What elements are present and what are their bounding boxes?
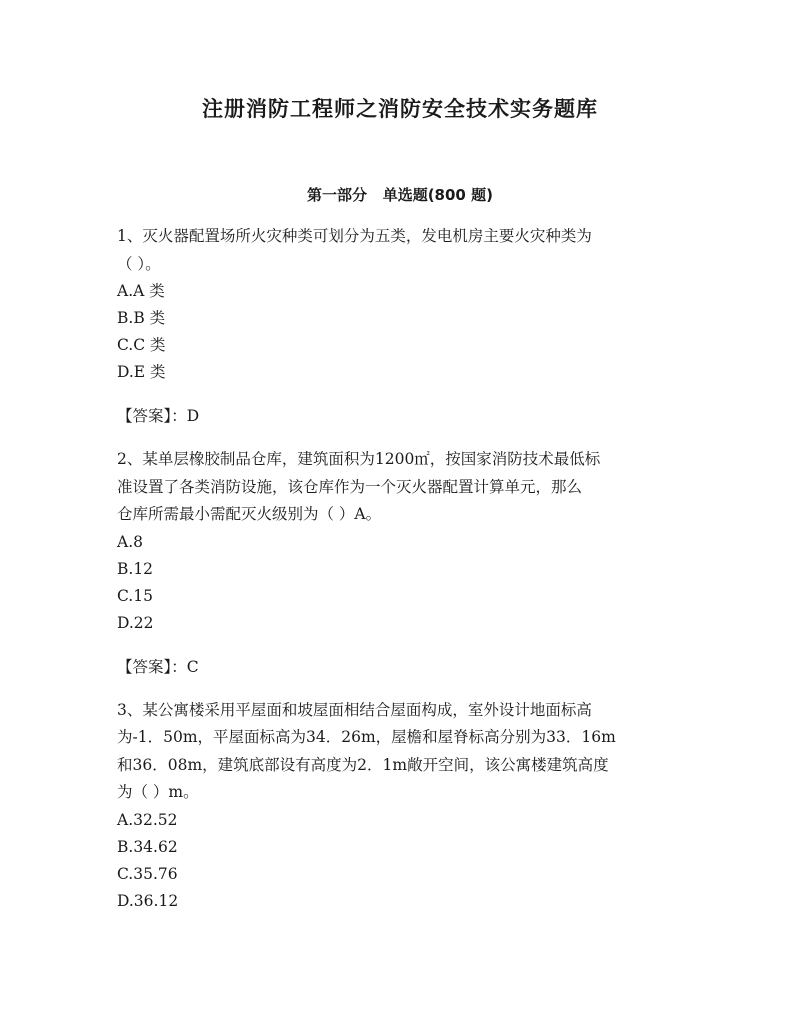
question-2-text-line-2: 准设置了各类消防设施，该仓库作为一个灭火器配置计算单元，那么: [117, 477, 583, 496]
question-2-text-line-3: 仓库所需最小需配灭火级别为（ ）A。: [117, 505, 382, 523]
question-1-option-a: A.A 类: [117, 282, 165, 300]
question-2-option-d: D.22: [117, 613, 154, 632]
question-1-text-line-2: （ ）。: [117, 254, 161, 273]
question-3-text-line-4: 为（ ）m。: [117, 783, 199, 801]
question-2-answer: 【答案】：C: [117, 657, 199, 676]
question-3: [117, 697, 692, 915]
question-3-option-c: C.35.76: [117, 864, 178, 883]
question-3-option-d: D.36.12: [117, 891, 179, 910]
question-3-option-a: A.32.52: [117, 810, 178, 829]
question-1-option-c: C.C 类: [117, 336, 166, 354]
question-2: [117, 446, 692, 680]
section-title: 第一部分 单选题(800 题): [307, 186, 493, 204]
question-1-option-b: B.B 类: [117, 309, 166, 327]
question-1-option-d: D.E 类: [117, 363, 166, 381]
question-2-option-b: B.12: [117, 559, 154, 578]
question-2-text-line-1: 2、某单层橡胶制品仓库，建筑面积为1200㎡，按国家消防技术最低标: [117, 450, 601, 468]
question-3-option-b: B.34.62: [117, 837, 178, 856]
question-1: [117, 223, 692, 429]
question-list: [117, 223, 692, 915]
question-3-text-line-1: 3、某公寓楼采用平屋面和坡屋面相结合屋面构成，室外设计地面标高: [117, 700, 592, 719]
question-2-option-c: C.15: [117, 586, 153, 605]
question-2-option-a: A.8: [117, 532, 143, 551]
question-3-text-line-2: 为-1．50m，平屋面标高为34．26m，屋檐和屋脊标高分别为33．16m: [117, 728, 616, 746]
question-1-answer: 【答案】：D: [117, 407, 200, 425]
document-title: 注册消防工程师之消防安全技术实务题库: [202, 97, 598, 121]
question-1-text-line-1: 1、灭火器配置场所火灾种类可划分为五类，发电机房主要火灾种类为: [117, 227, 592, 245]
question-3-text-line-3: 和36．08m，建筑底部设有高度为2．1m敞开空间，该公寓楼建筑高度: [117, 755, 609, 774]
